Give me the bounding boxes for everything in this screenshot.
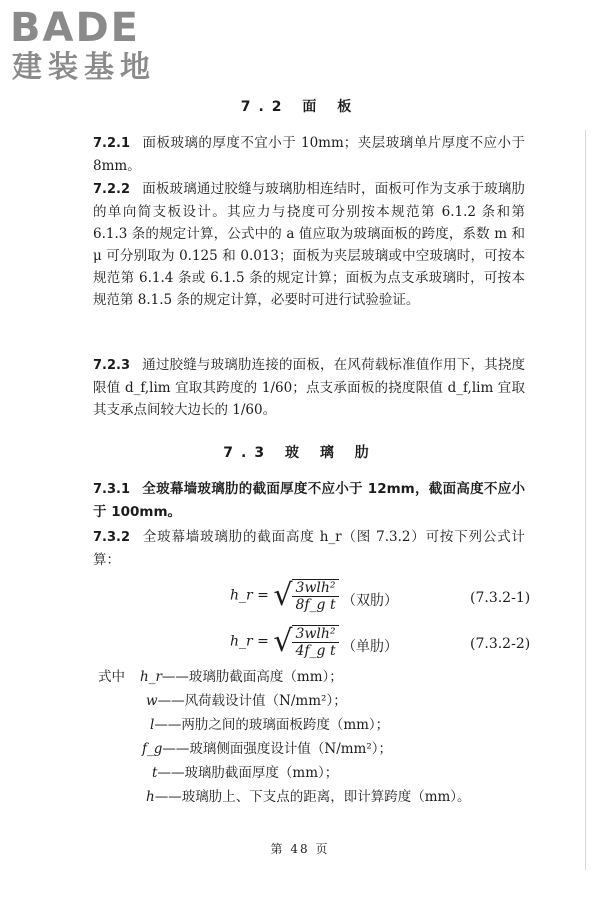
page-edge-line [585,130,586,870]
formula-lhs: h_r = [230,587,269,604]
clause-number: 7.3.1 [93,482,131,497]
legend-item [150,714,389,736]
equation-number: (7.3.2-1) [470,590,531,606]
formula-note: （单肋） [342,639,398,655]
clause-7-2-1 [93,132,525,177]
legend-symbol: w [146,693,158,709]
logo-wordmark: BADE [10,5,140,51]
legend-description: ——风荷载设计值（N/mm²）； [157,693,347,709]
legend-item [146,786,471,808]
section-title-7-3: 7.3 玻 璃 肋 [223,445,377,461]
clause-7-2-3 [93,354,525,421]
logo-chinese: 建装基地 [12,50,156,85]
formula-7-3-2-2 [230,624,339,664]
sqrt-sign-icon: √ $\frac{\text{3wlh²}}{\text{4f\_g t}}$ [273,624,338,659]
page-number: 第 48 页 [270,842,330,856]
legend-item [142,738,392,760]
clause-7-3-2 [93,526,525,571]
legend-description: ——两肋之间的玻璃面板跨度（mm）； [154,717,390,733]
clause-text: 面板玻璃的厚度不宜小于 10mm；夹层玻璃单片厚度不应小于 8mm。 [93,135,525,174]
formula-denominator: 4f_g t [295,642,336,659]
formula-7-3-2-1 [230,578,339,618]
section-title-7-2: 7.2 面 板 [240,99,360,115]
formula-lhs: h_r = [230,633,269,650]
legend-description: ——玻璃肋上、下支点的距离，即计算跨度（mm）。 [154,789,471,805]
clause-text: 全玻幕墙玻璃肋的截面高度 h_r（图 7.3.2）可按下列公式计算： [93,529,525,568]
clause-text: 全玻幕墙玻璃肋的截面厚度不应小于 12mm，截面高度不应小于 100mm。 [93,481,525,520]
equation-number: (7.3.2-2) [470,636,531,652]
legend-description: ——玻璃侧面强度设计值（N/mm²）； [162,741,393,757]
legend-symbol: t [152,765,158,781]
legend-symbol: h [146,789,155,805]
legend-item [152,762,338,784]
legend-item [146,690,347,712]
clause-number: 7.3.2 [93,530,131,545]
clause-number: 7.2.1 [93,136,131,151]
sqrt-sign-icon: √ $\frac{\text{3wlh²}}{\text{8f\_g t}}$ [273,578,338,613]
legend-description: ——玻璃肋截面厚度（mm）； [157,765,339,781]
formula-denominator: 8f_g t [295,596,336,613]
formula-note: （双肋） [342,593,398,609]
legend-description: ——玻璃肋截面高度（mm）； [161,669,343,685]
clause-number: 7.2.2 [93,182,131,197]
formula-numerator: 3wlh² [292,626,338,643]
clause-number: 7.2.3 [93,358,131,373]
logo [10,4,185,88]
legend-item [140,666,343,688]
formula-numerator: 3wlh² [292,580,338,597]
legend-symbol: h_r [140,669,162,685]
clause-7-3-1 [93,478,525,523]
clause-7-2-2 [93,178,525,311]
clause-text: 面板玻璃通过胶缝与玻璃肋相连结时，面板可作为支承于玻璃肋的单向简支板设计。其应力与挠度可分别按本规范第 6.1.2 条和第 6.1.3 条的规定计算，公式中的 a 值应取为玻璃面板的跨度，系数 m 和 μ 可分别取为 0.125 和 0.013；面板为夹层玻璃或中空玻璃时，可按本规范第 6.1.4 条或 6.1.5 条的规定计算；面板为点支承玻璃时，可按本规范第 8.1.5 条的规定计算，必要时可进行试验验证。 [93,181,525,308]
legend-symbol: f_g [142,741,163,757]
legend-intro: 式中 [98,669,125,685]
legend-symbol: l [150,717,155,733]
clause-text: 通过胶缝与玻璃肋连接的面板，在风荷载标准值作用下，其挠度限值 d_f,lim 宜取其跨度的 1/60；点支承面板的挠度限值 d_f,lim 宜取其支承点间较大边长的 1/60。 [93,357,525,418]
